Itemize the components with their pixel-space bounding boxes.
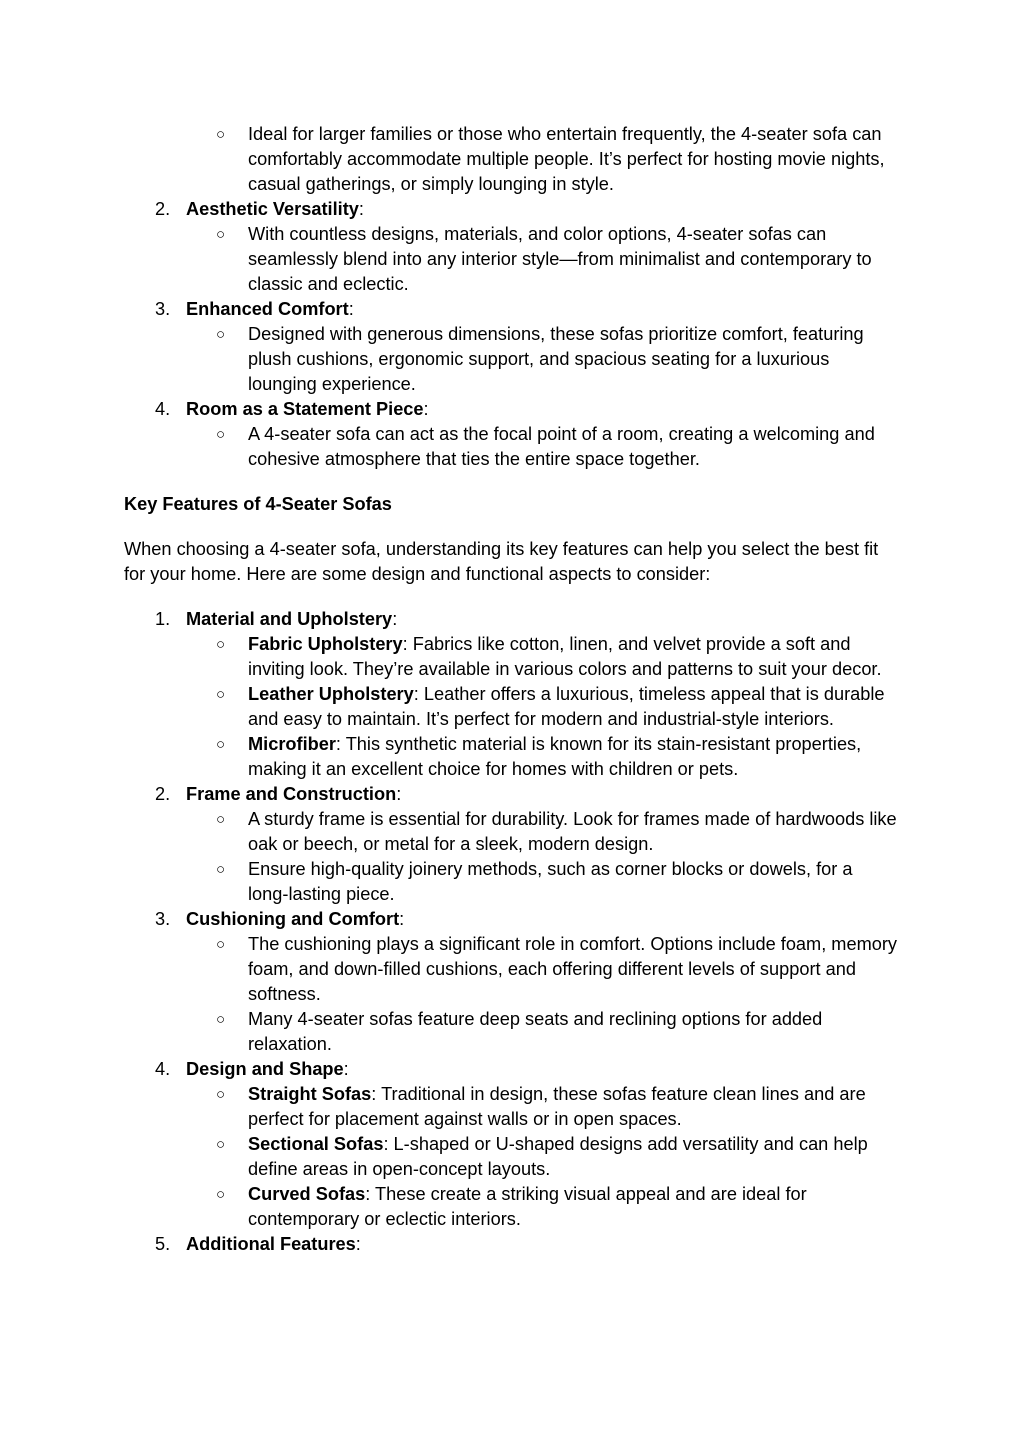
list-item-numbered xyxy=(0,397,906,422)
hollow-bullet-icon: ○ xyxy=(216,936,226,953)
bullet-text: Ensure high-quality joinery methods, such as corner blocks or dowels, for a long-lasting piece. xyxy=(248,859,853,904)
section-paragraph: When choosing a 4-seater sofa, understanding its key features can help you select the best fit for your home. Here are some design and functional aspects to consider: xyxy=(124,539,879,584)
item-title: Room as a Statement Piece xyxy=(186,399,424,419)
colon: : xyxy=(423,399,429,419)
list-item-bullet xyxy=(0,632,898,682)
list-item-numbered xyxy=(0,1232,906,1257)
list-item-bullet xyxy=(0,857,898,907)
bullet-text: With countless designs, materials, and color options, 4-seater sofas can seamlessly blend into any interior style—from minimalist and contemporary to classic and eclectic. xyxy=(248,224,872,294)
bullet-text: : Fabrics like cotton, linen, and velvet provide a soft and inviting look. They’re available in various colors and patterns to suit your decor. xyxy=(248,634,882,679)
bullet-term: Straight Sofas xyxy=(248,1084,372,1104)
list-item-bullet xyxy=(0,322,898,397)
bullet-text: A sturdy frame is essential for durability. Look for frames made of hardwoods like oak or beech, or metal for a sleek, modern design. xyxy=(248,809,897,854)
item-title: Aesthetic Versatility xyxy=(186,199,359,219)
list-number: 4. xyxy=(155,1059,171,1079)
hollow-bullet-icon: ○ xyxy=(216,1011,226,1028)
list-item-numbered xyxy=(0,297,906,322)
colon: : xyxy=(358,199,364,219)
list-number: 3. xyxy=(155,909,171,929)
hollow-bullet-icon: ○ xyxy=(216,426,226,443)
hollow-bullet-icon: ○ xyxy=(216,686,226,703)
list-item-numbered xyxy=(0,907,906,932)
bullet-term: Fabric Upholstery xyxy=(248,634,403,654)
list-b xyxy=(0,607,1024,1257)
section-heading: Key Features of 4-Seater Sofas xyxy=(124,494,392,514)
list-item-numbered xyxy=(0,782,906,807)
bullet-term: Leather Upholstery xyxy=(248,684,414,704)
item-title: Material and Upholstery xyxy=(186,609,393,629)
item-title: Enhanced Comfort xyxy=(186,299,349,319)
list-number: 3. xyxy=(155,299,171,319)
bullet-text: Many 4-seater sofas feature deep seats and reclining options for added relaxation. xyxy=(248,1009,823,1054)
item-title: Frame and Construction xyxy=(186,784,397,804)
list-item-bullet xyxy=(0,732,898,782)
list-item-numbered xyxy=(0,197,906,222)
list-item-bullet xyxy=(0,122,898,197)
hollow-bullet-icon: ○ xyxy=(216,1186,226,1203)
hollow-bullet-icon: ○ xyxy=(216,1136,226,1153)
bullet-term: Curved Sofas xyxy=(248,1184,366,1204)
item-title: Cushioning and Comfort xyxy=(186,909,400,929)
list-item-bullet xyxy=(0,682,898,732)
hollow-bullet-icon: ○ xyxy=(216,226,226,243)
list-item-bullet xyxy=(0,422,898,472)
list-number: 2. xyxy=(155,784,171,804)
list-number: 2. xyxy=(155,199,171,219)
list-item-bullet xyxy=(0,932,898,1007)
bullet-text: : These create a striking visual appeal and are ideal for contemporary or eclectic interiors. xyxy=(248,1184,807,1229)
list-item-bullet xyxy=(0,222,898,297)
list-number: 4. xyxy=(155,399,171,419)
document-page xyxy=(0,122,1024,1257)
list-a xyxy=(0,122,1024,472)
hollow-bullet-icon: ○ xyxy=(216,811,226,828)
item-title: Design and Shape xyxy=(186,1059,344,1079)
item-title: Additional Features xyxy=(186,1234,356,1254)
bullet-text: : L-shaped or U-shaped designs add versatility and can help define areas in open-concept layouts. xyxy=(248,1134,868,1179)
bullet-text: Designed with generous dimensions, these sofas prioritize comfort, featuring plush cushions, ergonomic support, and spacious seating for a luxurious lounging experience. xyxy=(248,324,864,394)
list-number: 1. xyxy=(155,609,171,629)
list-item-bullet xyxy=(0,1132,898,1182)
list-item-numbered xyxy=(0,607,906,632)
colon: : xyxy=(343,1059,349,1079)
bullet-text: The cushioning plays a significant role in comfort. Options include foam, memory foam, and down-filled cushions, each offering different levels of support and softness. xyxy=(248,934,897,1004)
list-item-bullet xyxy=(0,1007,898,1057)
hollow-bullet-icon: ○ xyxy=(216,861,226,878)
list-number: 5. xyxy=(155,1234,171,1254)
hollow-bullet-icon: ○ xyxy=(216,736,226,753)
list-item-bullet xyxy=(0,807,898,857)
bullet-text: : Leather offers a luxurious, timeless appeal that is durable and easy to maintain. It’s perfect for modern and industrial-style interiors. xyxy=(248,684,885,729)
colon: : xyxy=(355,1234,361,1254)
colon: : xyxy=(392,609,398,629)
hollow-bullet-icon: ○ xyxy=(216,126,226,143)
colon: : xyxy=(399,909,405,929)
colon: : xyxy=(396,784,402,804)
list-item-bullet xyxy=(0,1082,898,1132)
bullet-text: Ideal for larger families or those who entertain frequently, the 4-seater sofa can comfortably accommodate multiple people. It’s perfect for hosting movie nights, casual gatherings, or simply lounging in style. xyxy=(248,124,885,194)
hollow-bullet-icon: ○ xyxy=(216,636,226,653)
bullet-term: Sectional Sofas xyxy=(248,1134,384,1154)
list-item-bullet xyxy=(0,1182,898,1232)
bullet-text: : Traditional in design, these sofas feature clean lines and are perfect for placement against walls or in open spaces. xyxy=(248,1084,866,1129)
bullet-term: Microfiber xyxy=(248,734,336,754)
colon: : xyxy=(348,299,354,319)
list-item-numbered xyxy=(0,1057,906,1082)
hollow-bullet-icon: ○ xyxy=(216,1086,226,1103)
bullet-text: A 4-seater sofa can act as the focal point of a room, creating a welcoming and cohesive atmosphere that ties the entire space together. xyxy=(248,424,875,469)
bullet-text: : This synthetic material is known for its stain-resistant properties, making it an excellent choice for homes with children or pets. xyxy=(248,734,862,779)
hollow-bullet-icon: ○ xyxy=(216,326,226,343)
